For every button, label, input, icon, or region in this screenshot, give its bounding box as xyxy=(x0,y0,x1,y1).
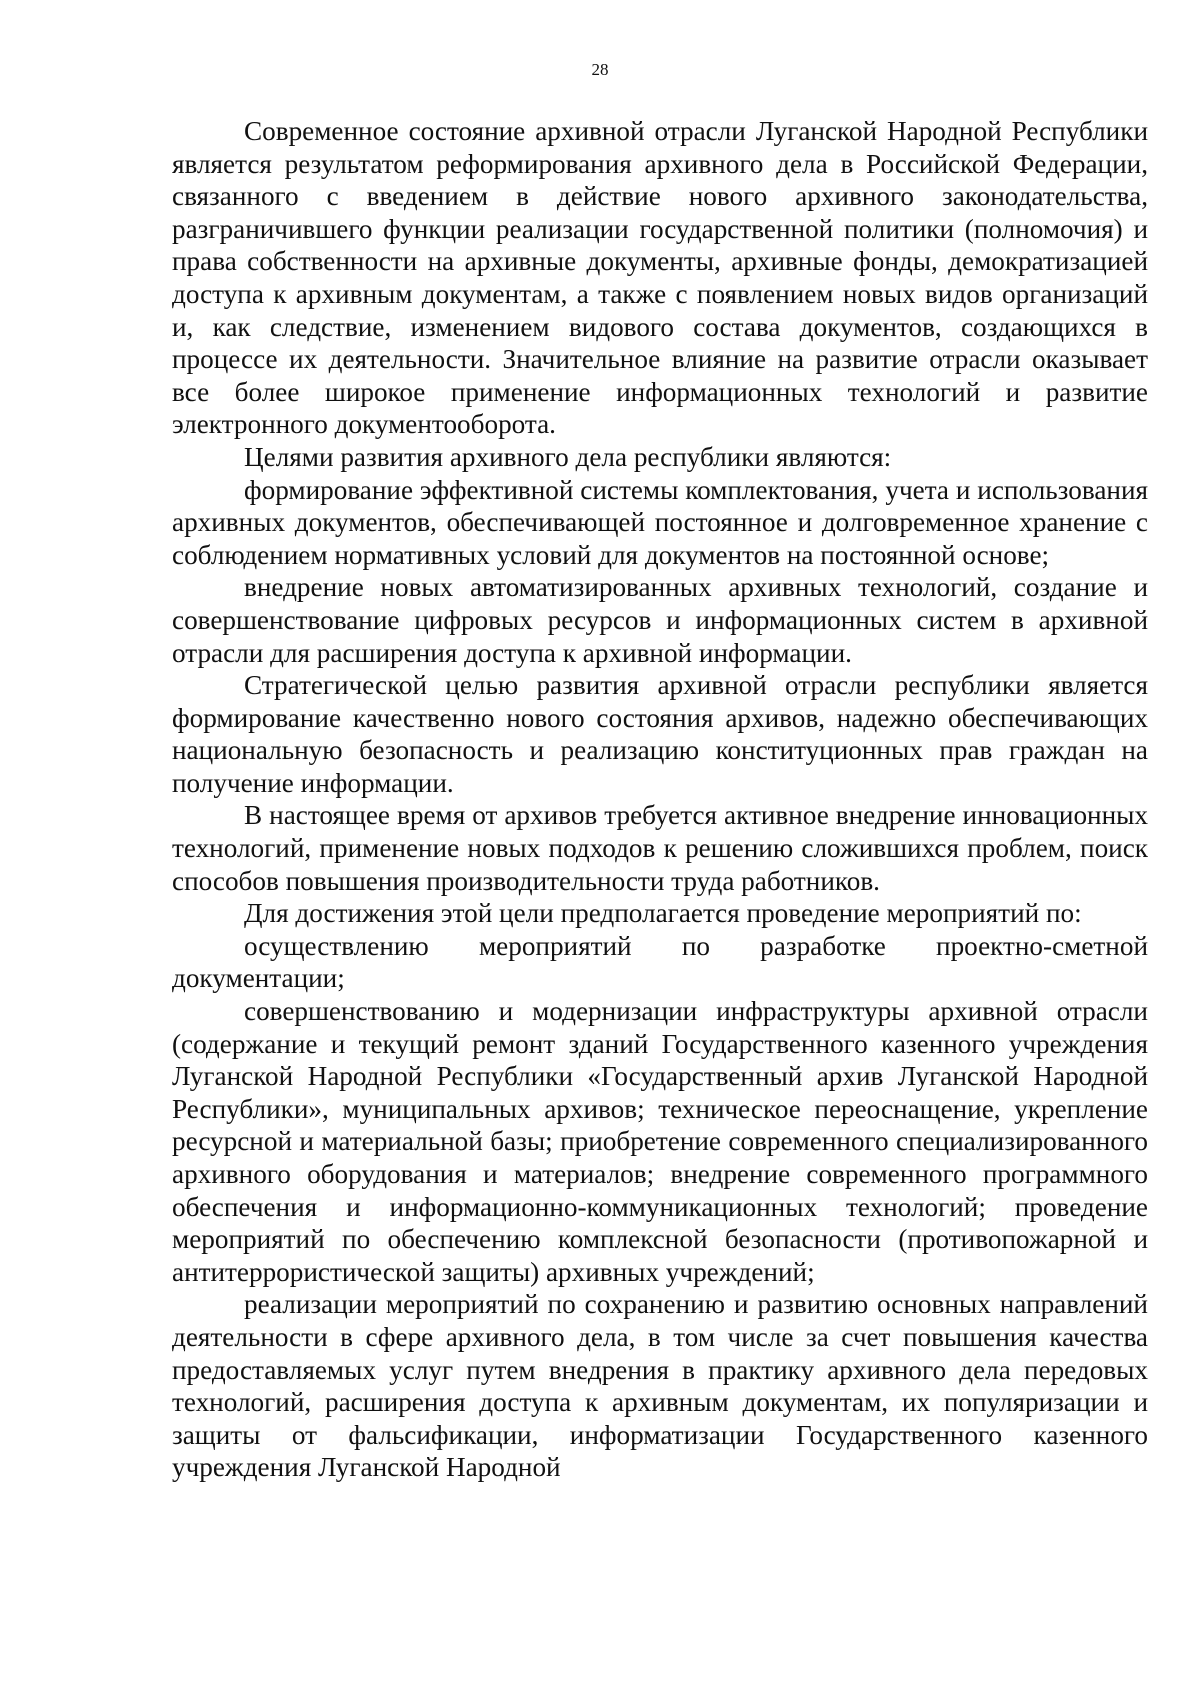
paragraph-measures-intro: Для достижения этой цели предполагается проведение мероприятий по: xyxy=(244,898,1082,929)
paragraph-goal-automation: внедрение новых автоматизированных архивных технологий, создание и совершенствование цифровых ресурсов и информационных систем в архивной отрасли для расширения доступа к архивной информации. xyxy=(172,572,1148,668)
paragraph-measure-infrastructure: совершенствованию и модернизации инфраструктуры архивной отрасли (содержание и текущий ремонт зданий Государственного казенного учреждения Луганской Народной Республики «Государственный архив Луганской Народной Республики», муниципальных архивов; техническое переоснащение, укрепление ресурсной и материальной базы; приобретение современного специализированного архивного оборудования и материалов; внедрение современного программного обеспечения и информационно-коммуникационных технологий; проведение мероприятий по обеспечению комплексной безопасности (противопожарной и антитеррористической защиты) архивных учреждений; xyxy=(172,996,1148,1287)
page-number: 28 xyxy=(591,60,609,79)
paragraph-strategic-goal: Стратегической целью развития архивной отрасли республики является формирование качественно нового состояния архивов, надежно обеспечивающих национальную безопасность и реализацию конституционных прав граждан на получение информации. xyxy=(172,670,1148,798)
paragraph-measure-design-docs: осуществлению мероприятий по разработке проектно-сметной документации; xyxy=(172,930,1148,994)
paragraph-measure-preservation: реализации мероприятий по сохранению и развитию основных направлений деятельности в сфере архивного дела, в том числе за счет повышения качества предоставляемых услуг путем внедрения в практику архивного дела передовых технологий, расширения доступа к архивным документам, их популяризации и защиты от фальсификации, информатизации Государственного казенного учреждения Луганской Народной xyxy=(172,1289,1148,1483)
paragraph-current-state: Современное состояние архивной отрасли Луганской Народной Республики является результатом реформирования архивного дела в Российской Федерации, связанного с введением в действие нового архивного законодательства, разграничившего функции реализации государственной политики (полномочия) и права собственности на архивные документы, архивные фонды, демократизацией доступа к архивным документам, а также с появлением новых видов организаций и, как следствие, изменением видового состава документов, создающихся в процессе их деятельности. Значительное влияние на развитие отрасли оказывает все более широкое применение информационных технологий и развитие электронного документооборота. xyxy=(172,116,1148,440)
paragraph-goal-acquisition-system: формирование эффективной системы комплектования, учета и использования архивных документов, обеспечивающей постоянное и долговременное хранение с соблюдением нормативных условий для документов на постоянной основе; xyxy=(172,474,1148,570)
paragraph-current-needs: В настоящее время от архивов требуется активное внедрение инновационных технологий, применение новых подходов к решению сложившихся проблем, поиск способов повышения производительности труда работников. xyxy=(172,800,1148,896)
paragraph-goals-intro: Целями развития архивного дела республики являются: xyxy=(244,441,892,472)
document-body xyxy=(172,115,1148,1484)
